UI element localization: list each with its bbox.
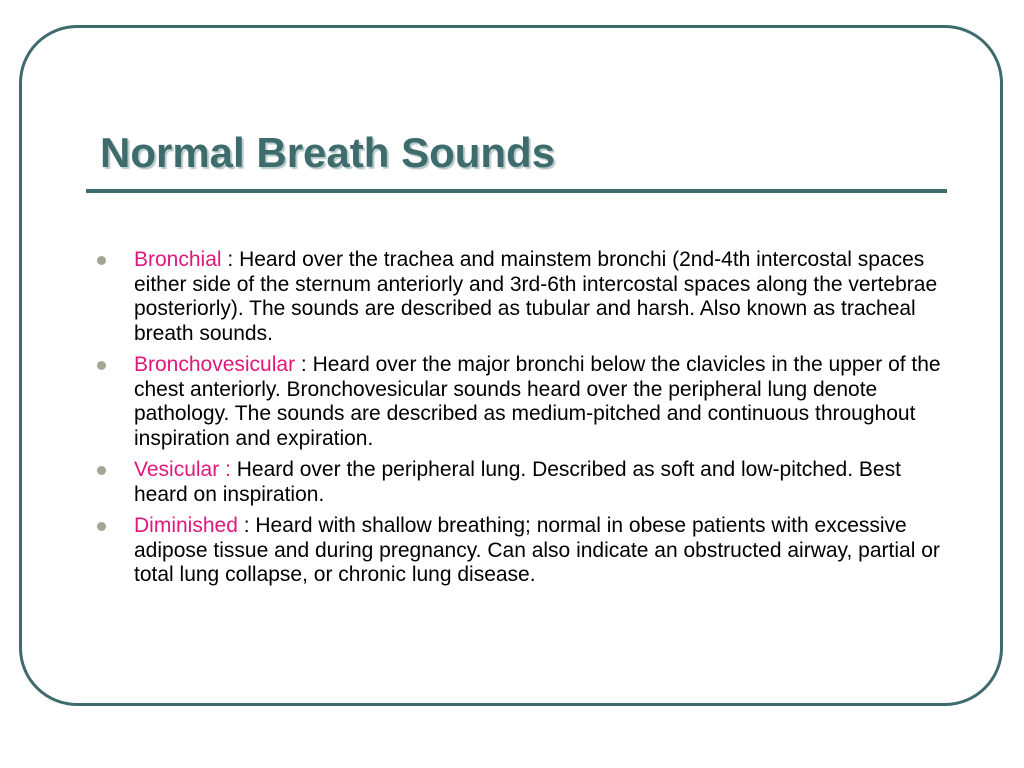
- bullet-item-diminished: [134, 514, 946, 588]
- bullet-item-bronchovesicular: [134, 353, 946, 451]
- bullet-dot-icon: [97, 256, 106, 265]
- slide-title: Normal Breath Sounds: [100, 129, 556, 176]
- bullet-term: Diminished: [134, 514, 238, 537]
- bullet-dot-icon: [97, 466, 106, 475]
- bullet-item-vesicular: [134, 458, 946, 507]
- bullet-term: Bronchovesicular: [134, 353, 296, 376]
- bullet-text: : Heard over the trachea and mainstem bronchi (2nd-4th intercostal spaces either side of the sternum anteriorly and 3rd-6th intercostal spaces along the vertebrae posteriorly). The sounds are described as tubular and harsh. Also known as tracheal breath sounds.: [134, 248, 938, 345]
- title-underline: [86, 189, 947, 193]
- bullet-dot-icon: [97, 361, 106, 370]
- bullet-text: Heard over the peripheral lung. Described as soft and low-pitched. Best heard on inspiration.: [134, 458, 901, 506]
- bullet-text: : Heard with shallow breathing; normal in obese patients with excessive adipose tissue and during pregnancy. Can also indicate an obstructed airway, partial or total lung collapse, or chronic lung disease.: [134, 514, 940, 586]
- bullet-term: Vesicular :: [134, 458, 231, 481]
- bullet-item-bronchial: [134, 248, 946, 346]
- bullet-list: [134, 248, 946, 595]
- bullet-text: : Heard over the major bronchi below the clavicles in the upper of the chest anteriorly. Bronchovesicular sounds heard over the peripheral lung denote pathology. The sounds are described as medium-pitched and continuous throughout inspiration and expiration.: [134, 353, 941, 450]
- bullet-dot-icon: [97, 522, 106, 531]
- bullet-term: Bronchial: [134, 248, 222, 271]
